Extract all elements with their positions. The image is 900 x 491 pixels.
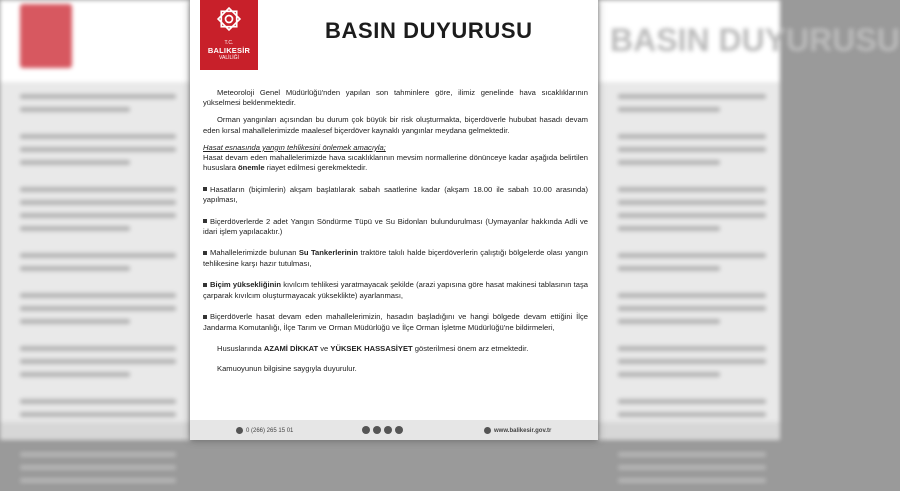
logo-city: BALIKESİR [207,46,251,55]
document-body [203,88,588,381]
section-heading: Hasat esnasında yangın tehlikesini önlemek amacıyla; [203,142,386,152]
press-release-document [190,0,598,440]
social-icons [362,426,406,436]
list-item-cutting-height: Biçim yüksekliğinin kıvılcım tehlikesi yaratmayacak şekilde (arazi yapısına göre hasat makinesi tablasının taşa çarparak kıvılcım oluşturmayacak yükseklikte) ayarlanması, [203,280,588,300]
list-item-extinguishers: Biçerdöverlerde 2 adet Yangın Söndürme Tüpü ve Su Bidonları bulundurulması (Uymayanlar hakkında Adli ve idari işlem yapılacaktır.) [203,216,588,237]
paragraph-forecast: Meteoroloji Genel Müdürlüğü'nden yapılan son tahminlere göre, ilimiz genelinde hava sıcaklıklarının yükselmesi beklenmektedir. [203,88,588,108]
blurred-title: BASIN DUYURUSU [610,22,900,58]
youtube-icon [395,426,403,434]
logo-suffix: VALİLİĞİ [219,55,239,61]
paragraph-risk: Orman yangınları açısından bu durum çok büyük bir risk oluşturmakta, biçerdöverle hububat hasadı devam eden kırsal mahallelerimizde maalesef biçerdöver kaynaklı yangınlar meydana gelmektedir. [203,115,588,135]
logo-prefix: T.C. [224,40,234,46]
footer-website: www.balikesir.gov.tr [494,428,552,435]
bullet-icon [203,315,207,319]
list-item-water-tankers: Mahallelerimizde bulunan Su Tankerlerinin traktöre takılı halde biçerdöverlerin çalıştığı bölgelerde olası yangın tehlikesine karşı hazır tutulması, [203,248,588,268]
paragraph-requirements: Hasat devam eden mahallelerimizde hava sıcaklıklarının mevsim normallerine dönünceye kadar aşağıda belirtilen hususlara önemle riayet edilmesi gerekmektedir. [203,153,588,173]
bullet-icon [203,251,207,255]
bullet-icon [203,283,207,287]
phone-icon [236,427,243,434]
facebook-icon [362,426,370,434]
emphasis-onemle: önemle [238,163,265,173]
list-item-harvest-hours: Hasatların (biçimlerin) akşam başlatılarak sabah saatlerine kadar (akşam 18.00 ile sabah 10.00 arasında) yapılması, [203,184,588,205]
bullet-icon [203,219,207,223]
seljuk-star-icon [215,5,243,33]
closing-line: Kamuoyunun bilgisine saygıyla duyurulur. [217,364,357,374]
globe-icon [484,427,491,434]
list-item-notification: Biçerdöverle hasat devam eden mahallelerimizin, hasadın başladığını ve hangi bölgede devam ettiğini İlçe Jandarma Komutanlığı, İlçe Tarım ve Orman Müdürlüğü ve İlçe Orman İşletme Müdürlüğü'ne bildirmeleri, [203,312,588,332]
twitter-icon [373,426,381,434]
bullet-icon [203,187,207,191]
background-blurred-left [0,0,190,440]
paragraph-attention: Hususlarında AZAMİ DİKKAT ve YÜKSEK HASSASİYET gösterilmesi önem arz etmektedir. [217,343,529,353]
document-footer [190,420,598,440]
instagram-icon [384,426,392,434]
background-blurred-right [598,0,900,440]
balikesir-valiligi-logo [200,0,258,70]
document-title: BASIN DUYURUSU [325,18,533,43]
footer-phone: 0 (266) 265 15 01 [246,428,294,435]
document-header [190,0,598,72]
blurred-logo [20,4,72,68]
